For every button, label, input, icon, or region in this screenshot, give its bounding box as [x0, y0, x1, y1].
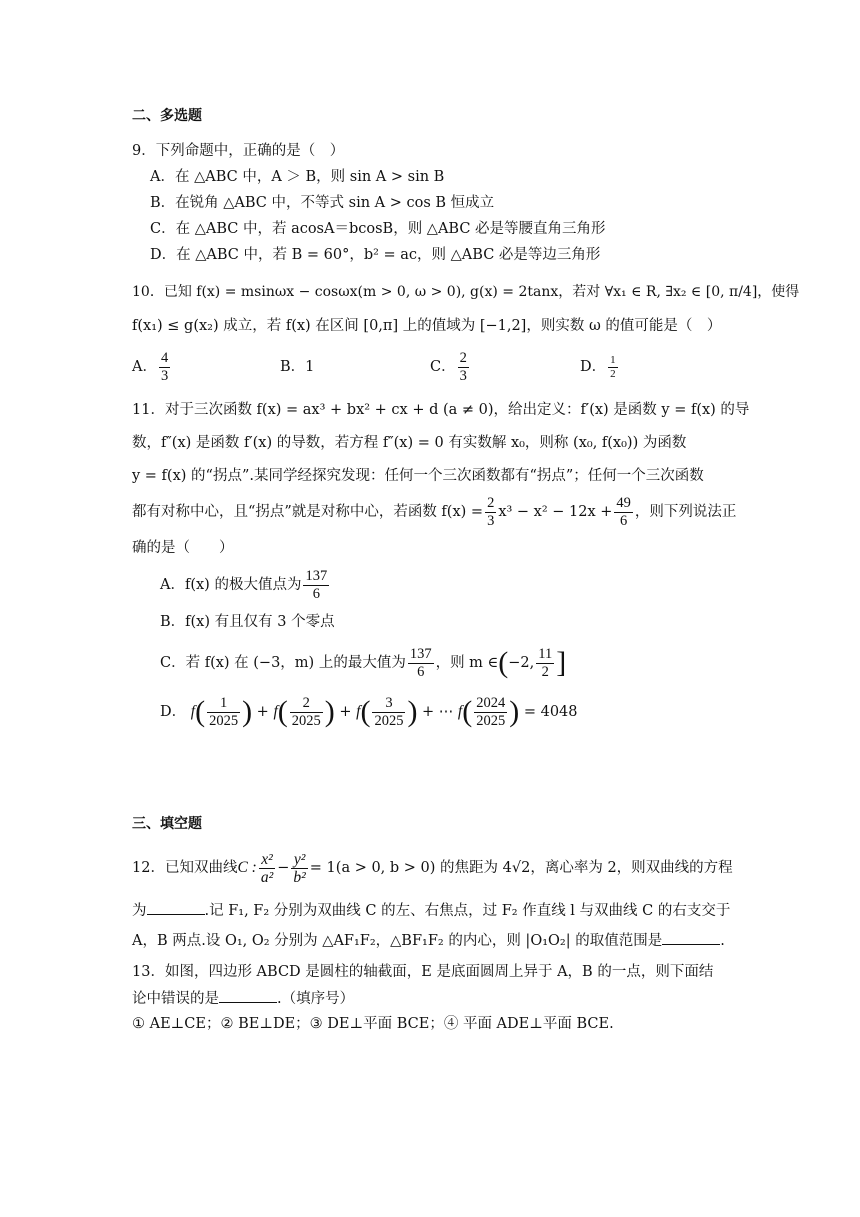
q10-stem-line1: 10．已知 f(x) = msinωx − cosωx(m > 0, ω > 0), g(x) = 2tanx，若对 ∀x₁ ∈ R, ∃x₂ ∈ [0, π/4]，使得 — [132, 284, 800, 300]
q10-option-a-fraction: $\frac{4}{3}$ — [160, 349, 169, 384]
q11-option-a: A．f(x) 的极大值点为 $\frac{137}{6}$ — [160, 567, 328, 602]
q12-stem-line3: A，B 两点.设 O₁, O₂ 分别为 △AF₁F₂，△BF₁F₂ 的内心，则 |O₁O₂| 的取值范围是 . — [132, 930, 725, 951]
q12-stem-line2: 为 .记 F₁, F₂ 分别为双曲线 C 的左、右焦点，过 F₂ 作直线 l 与双曲线 C 的右支交于 — [132, 900, 730, 921]
q12-answer-blank-2[interactable] — [662, 930, 720, 945]
q11-option-d: D． f( $\frac{1}{2025}$ ) + f( $\frac{2}{2025}$ ) + f( $\frac{3}{2025}$ ) + ⋯ f( $\frac{2024}{2025}$ ) = 4048 — [160, 694, 578, 729]
q13-stem-line2: 论中错误的是 .（填序号） — [132, 988, 354, 1009]
q13-answer-blank[interactable] — [219, 988, 277, 1003]
q10-option-a-label: A． — [132, 359, 157, 375]
q12-answer-blank-1[interactable] — [147, 900, 205, 915]
q11-option-b: B．f(x) 有且仅有 3 个零点 — [160, 614, 335, 630]
q9-stem: 9．下列命题中，正确的是（ ） — [132, 143, 345, 159]
q9-option-b: B．在锐角 △ABC 中，不等式 sin A > cos B 恒成立 — [150, 195, 495, 211]
q11-stem-line3: y = f(x) 的“拐点”.某同学经探究发现：任何一个三次函数都有“拐点”；任何一个三次函数 — [132, 468, 704, 484]
q11-stem-line2: 数，f″(x) 是函数 f′(x) 的导数，若方程 f″(x) = 0 有实数解 x₀，则称 (x₀, f(x₀)) 为函数 — [132, 435, 687, 451]
q10-stem-line2: f(x₁) ≤ g(x₂) 成立，若 f(x) 在区间 [0,π] 上的值域为 [−1,2]，则实数 ω 的值可能是（ ） — [132, 318, 722, 334]
q11-stem-line5: 确的是（ ） — [132, 540, 234, 556]
q11-stem-line1: 11．对于三次函数 f(x) = ax³ + bx² + cx + d (a ≠ 0)，给出定义：f′(x) 是函数 y = f(x) 的导 — [132, 402, 750, 418]
section-title-fill-in: 三、填空题 — [132, 816, 202, 832]
q9-option-a: A．在 △ABC 中，A ＞ B，则 sin A > sin B — [150, 169, 445, 185]
q12-stem-line1: 12．已知双曲线C : $\frac{\text{x²}}{\text{a²}}$ − $\frac{\text{y²}}{\text{b²}}$ = 1(a > 0, b > 0) 的焦距为 4√2，离心率为 2，则双曲线的方程 — [132, 850, 733, 886]
q13-stem-line1: 13．如图，四边形 ABCD 是圆柱的轴截面，E 是底面圆周上异于 A，B 的一点，则下面结 — [132, 964, 714, 980]
q10-options — [132, 347, 172, 387]
q9-option-c: C．在 △ABC 中，若 acosA＝bcosB，则 △ABC 必是等腰直角三角形 — [150, 221, 606, 237]
q11-stem-line4: 都有对称中心，且“拐点”就是对称中心，若函数 f(x) = $\frac{2}{3}$ x³ − x² − 12x + $\frac{49}{6}$ ，则下列说法正 — [132, 494, 737, 529]
q10-option-d: D． $\frac{1}{2}$ — [580, 353, 616, 380]
q10-option-b: B．1 — [280, 359, 315, 375]
q10-option-c: C． $\frac{2}{3}$ — [430, 349, 467, 384]
section-title-multiple-choice: 二、多选题 — [132, 108, 202, 124]
q11-option-c: C．若 f(x) 在 (−3，m) 上的最大值为 $\frac{137}{6}$ ，则 m ∈(−2, $\frac{11}{2}$ ] — [160, 645, 567, 680]
q13-statements: ① AE⊥CE；② BE⊥DE；③ DE⊥平面 BCE；④ 平面 ADE⊥平面 BCE. — [132, 1016, 614, 1032]
q9-option-d: D．在 △ABC 中，若 B = 60°，b² = ac，则 △ABC 必是等边三角形 — [150, 247, 601, 263]
